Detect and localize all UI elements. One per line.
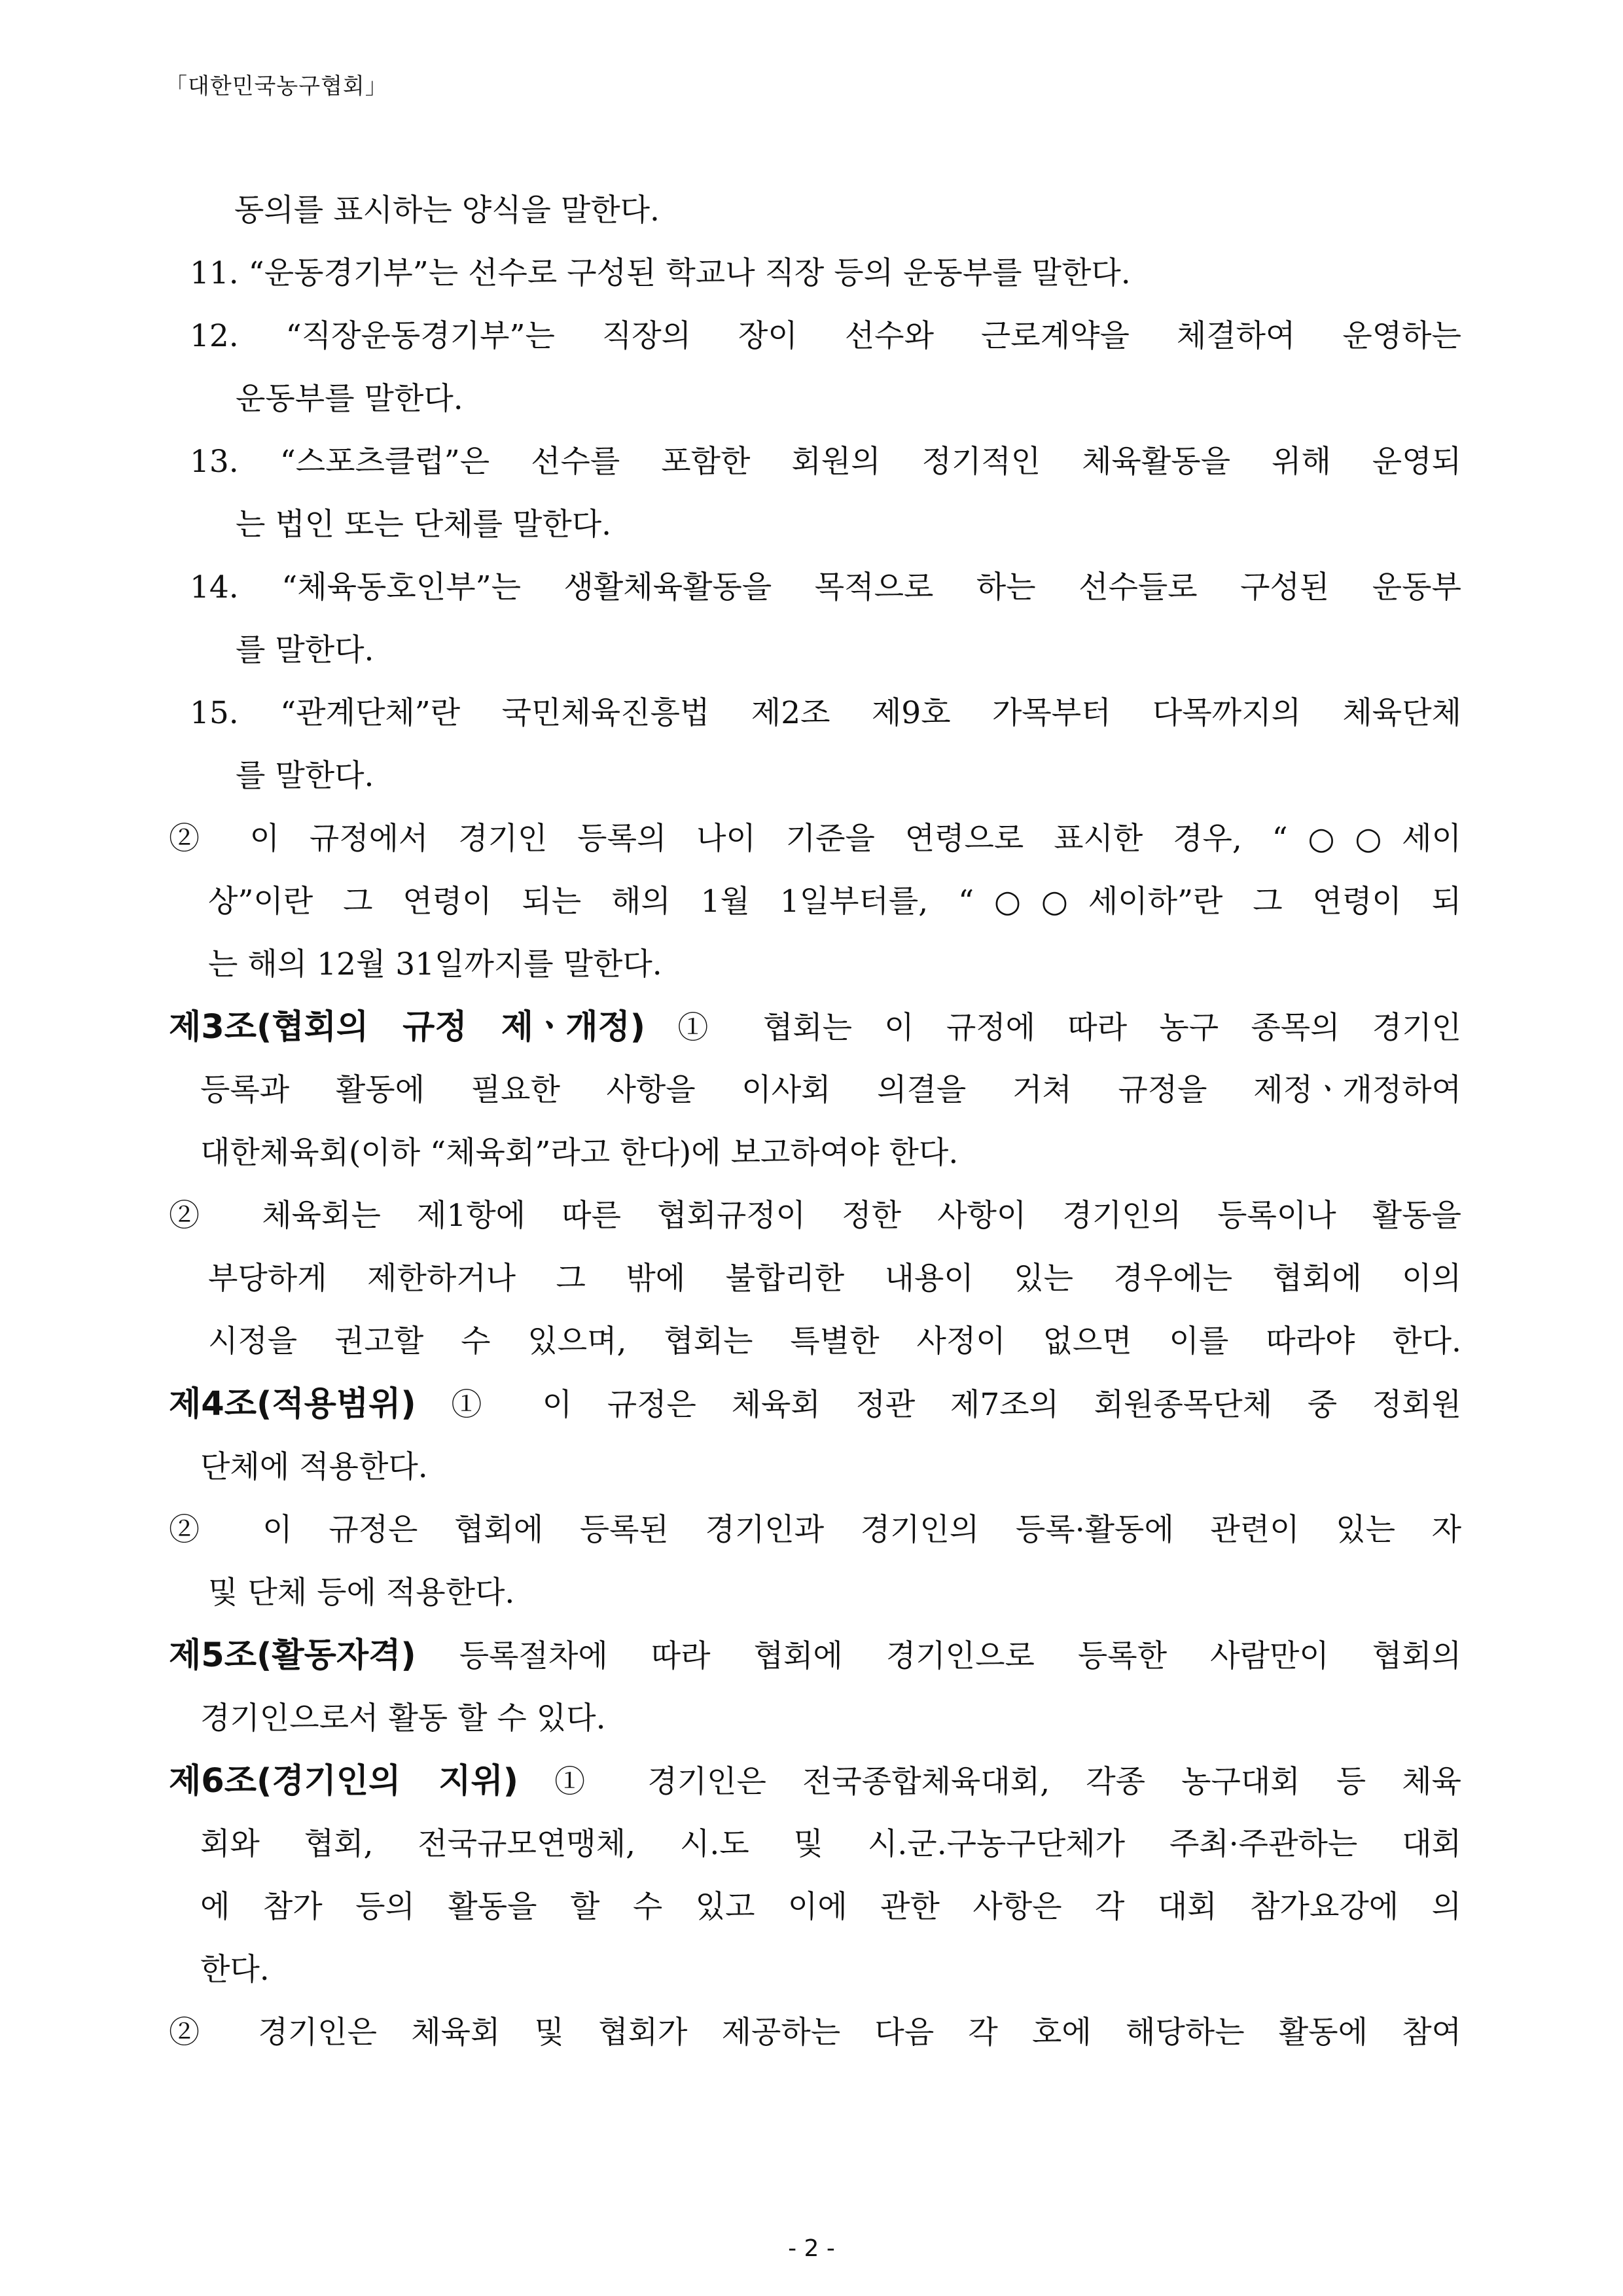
text-line: 동의를 표시하는 양식을 말한다. xyxy=(234,192,660,228)
article-title: 제6조(경기인의 지위) xyxy=(169,1762,519,1801)
article-line: 제4조(적용범위) ① 이 규정은 체육회 정관 제7조의 회원종목단체 중 정회원 xyxy=(169,1385,1461,1424)
text-line: 14. “체육동호인부”는 생활체육활동을 목적으로 하는 선수들로 구성된 운동부 xyxy=(190,569,1461,605)
text-line: 시정을 권고할 수 있으며, 협회는 특별한 사정이 없으면 이를 따라야 한다. xyxy=(208,1323,1461,1359)
text-line: 한다. xyxy=(200,1952,270,1988)
article-line: 제3조(협회의 규정 제ㆍ개정) ① 협회는 이 규정에 따라 농구 종목의 경기인 xyxy=(169,1008,1461,1047)
text-line: 및 단체 등에 적용한다. xyxy=(208,1575,515,1611)
text-line: ② 체육회는 제1항에 따른 협회규정이 정한 사항이 경기인의 등록이나 활동을 xyxy=(169,1198,1461,1234)
text-line: 대한체육회(이하 “체육회”라고 한다)에 보고하여야 한다. xyxy=(200,1135,959,1171)
text-line: 회와 협회, 전국규모연맹체, 시.도 및 시.군.구농구단체가 주최·주관하는 대회 xyxy=(200,1826,1461,1862)
text-line: 는 법인 또는 단체를 말한다. xyxy=(236,507,612,543)
text-line: ② 경기인은 체육회 및 협회가 제공하는 다음 각 호에 해당하는 활동에 참여 xyxy=(169,2015,1461,2051)
text-line: 11. “운동경기부”는 선수로 구성된 학교나 직장 등의 운동부를 말한다. xyxy=(190,255,1131,291)
text-line: 운동부를 말한다. xyxy=(236,381,463,417)
text-line: 상”이란 그 연령이 되는 해의 1월 1일부터를, “○○세이하”란 그 연령이 되 xyxy=(208,884,1461,920)
text-line: ② 이 규정은 협회에 등록된 경기인과 경기인의 등록·활동에 관련이 있는 자 xyxy=(169,1512,1461,1548)
text-line: 에 참가 등의 활동을 할 수 있고 이에 관한 사항은 각 대회 참가요강에 의 xyxy=(200,1889,1461,1925)
article-title: 제4조(적용범위) xyxy=(169,1385,416,1424)
text-line: 12. “직장운동경기부”는 직장의 장이 선수와 근로계약을 체결하여 운영하는 xyxy=(190,318,1461,354)
text-line: 를 말한다. xyxy=(236,632,374,668)
text-line: 등록과 활동에 필요한 사항을 이사회 의결을 거쳐 규정을 제정ㆍ개정하여 xyxy=(200,1072,1461,1108)
page-number: - 2 - xyxy=(788,2235,835,2262)
text-line: 를 말한다. xyxy=(236,758,374,794)
article-title: 제5조(활동자격) xyxy=(169,1636,416,1675)
text-line: 부당하게 제한하거나 그 밖에 불합리한 내용이 있는 경우에는 협회에 이의 xyxy=(208,1261,1461,1297)
text-line: 단체에 적용한다. xyxy=(200,1449,428,1485)
text-line: 는 해의 12월 31일까지를 말한다. xyxy=(208,946,662,982)
article-line: 제6조(경기인의 지위) ① 경기인은 전국종합체육대회, 각종 농구대회 등 체육 xyxy=(169,1762,1461,1801)
article-title: 제3조(협회의 규정 제ㆍ개정) xyxy=(169,1008,646,1047)
text-line: ② 이 규정에서 경기인 등록의 나이 기준을 연령으로 표시한 경우, “○○세이 xyxy=(169,821,1461,857)
document-header: 「대한민국농구협회」 xyxy=(165,73,388,99)
text-line: 15. “관계단체”란 국민체육진흥법 제2조 제9호 가목부터 다목까지의 체육단체 xyxy=(190,695,1461,731)
article-line: 제5조(활동자격) 등록절차에 따라 협회에 경기인으로 등록한 사람만이 협회의 xyxy=(169,1636,1461,1675)
text-line: 경기인으로서 활동 할 수 있다. xyxy=(200,1700,606,1736)
text-line: 13. “스포츠클럽”은 선수를 포함한 회원의 정기적인 체육활동을 위해 운영되 xyxy=(190,444,1461,480)
